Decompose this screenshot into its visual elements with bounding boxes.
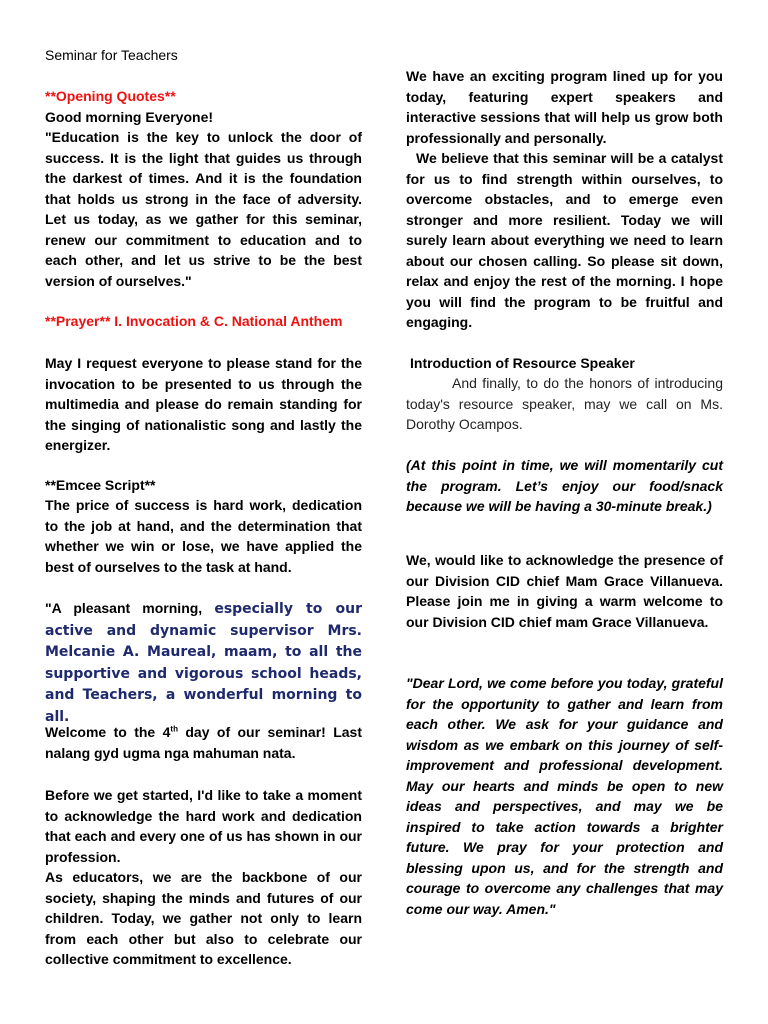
educators-text: As educators, we are the backbone of our society, shaping the minds and futures of our children. Today, we gather not only to learn from each other but also to celebrate our collective commitment to excellence. [45,869,362,967]
greeting: Good morning Everyone! [45,109,214,125]
pleasant-morning [45,598,362,727]
intro-heading: Introduction of Resource Speaker [410,355,635,371]
morning-highlight: especially to our active and dynamic supervisor Mrs. Melcanie A. Maureal, maam, to all the supportive and vigorous school heads, and Teachers, a wonderful morning to all. [45,601,362,725]
prayer-text: May I request everyone to please stand for the invocation to be presented to us through the multimedia and please do remain standing for the singing of nationalistic song and lastly the energizer. [45,355,362,453]
believe-text: We believe that this seminar will be a catalyst for us to find strength within ourselves, to overcome obstacles, and to emerge even stronger and more resilient. Today we will surely learn about everything we need to learn about our chosen calling. So please sit down, relax and enjoy the rest of the morning. I hope you will find the program to be fruitful and engaging. [406,150,723,330]
document-title: Seminar for Teachers [45,47,178,63]
before-start-text: Before we get started, I'd like to take a moment to acknowledge the hard work and dedication that each and every one of us has shown in our profession. [45,787,362,865]
intro-text: And finally, to do the honors of introducing today's resource speaker, may we call on Ms. Dorothy Ocampos. [406,375,723,432]
emcee-text: The price of success is hard work, dedication to the job at hand, and the determination that whether we win or lose, we have applied the best of ourselves to the task at hand. [45,497,362,575]
welcome-after: day of our seminar! Last nalang gyd ugma nga mahuman nata. [45,724,362,761]
welcome-sup: th [170,724,178,734]
closing-prayer: "Dear Lord, we come before you today, grateful for the opportunity to gather and learn from each other. We ask for your guidance and wisdom as we embark on this journey of self-improvement and professional development. May our hearts and minds be open to new ideas and perspectives, and may we be inspired to take action towards a brighter future. We pray for your protection and blessing upon us, and for the strength and courage to overcome any challenges that may come our way. Amen." [406,675,723,917]
break-note: (At this point in time, we will momentarily cut the program. Let’s enjoy our food/snack because we will be having a 30-minute break.) [406,457,723,514]
welcome-text [45,722,362,763]
opening-quote: "Education is the key to unlock the door of success. It is the light that guides us through the darkest of times. And it is the foundation that holds us strong in the face of adversity. Let us today, as we gather for this seminar, renew our commitment to education and to each other, and let us strive to be the best version of ourselves." [45,129,362,289]
welcome-before: Welcome to the 4 [45,724,171,740]
emcee-heading: **Emcee Script** [45,477,156,493]
prayer-heading: **Prayer** I. Invocation & C. National Anthem [45,313,343,329]
acknowledge-text: We, would like to acknowledge the presence of our Division CID chief Mam Grace Villanueva. Please join me in giving a warm welcome to our Division CID chief mam Grace Villanueva. [406,552,723,630]
opening-quotes-heading: **Opening Quotes** [45,88,176,104]
program-text: We have an exciting program lined up for you today, featuring expert speakers and interactive sessions that will help us grow both professionally and personally. [406,68,723,146]
morning-prefix: "A pleasant morning, [45,600,215,616]
